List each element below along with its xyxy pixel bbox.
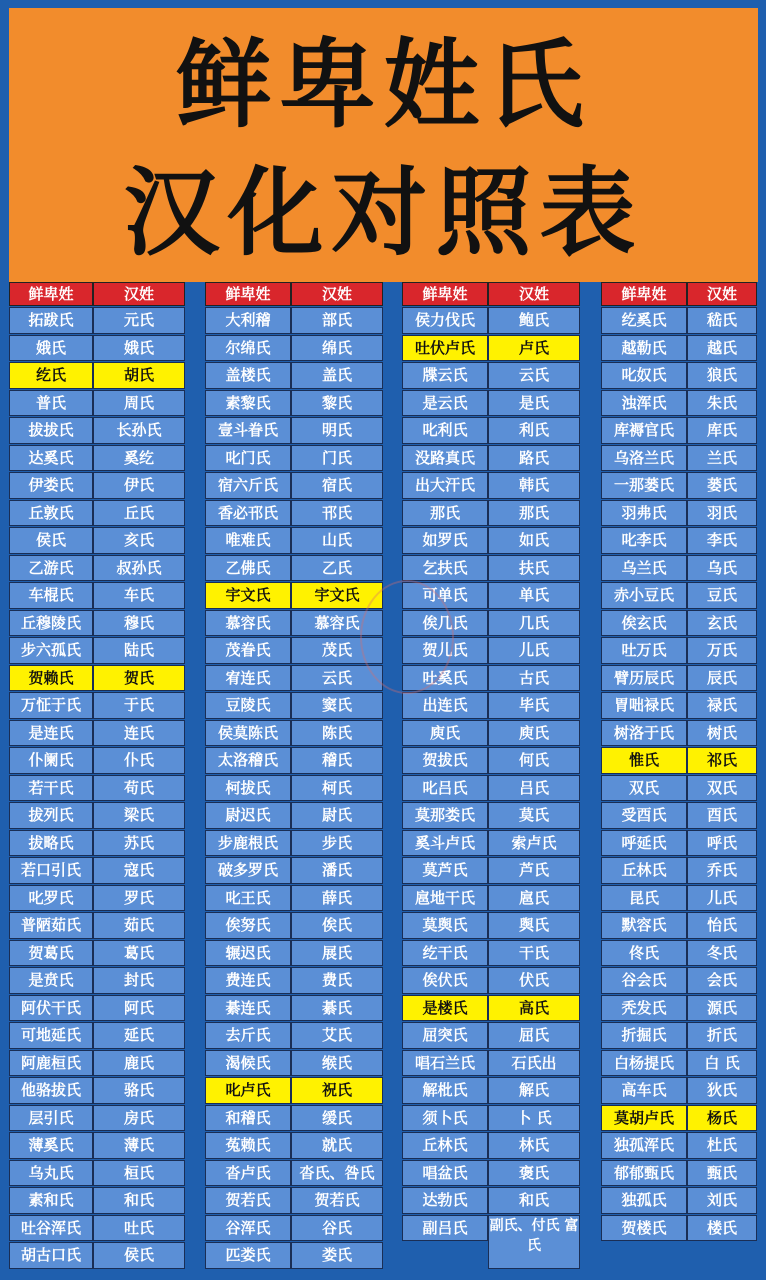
xianbei-surname-cell: 侯氏 (9, 527, 93, 554)
xianbei-surname-cell: 尔绵氏 (205, 335, 291, 362)
han-surname-cell: 杨氏 (687, 1105, 757, 1132)
xianbei-surname-cell: 叱王氏 (205, 885, 291, 912)
xianbei-surname-cell: 乙佛氏 (205, 555, 291, 582)
xianbei-surname-cell: 白杨提氏 (601, 1050, 687, 1077)
han-surname-cell: 缓氏 (291, 1105, 383, 1132)
xianbei-surname-cell: 尉迟氏 (205, 802, 291, 829)
xianbei-surname-cell: 娥氏 (9, 335, 93, 362)
xianbei-surname-cell: 牒云氏 (402, 362, 488, 389)
han-surname-cell: 卜 氏 (488, 1105, 580, 1132)
xianbei-surname-cell: 车棍氏 (9, 582, 93, 609)
han-surname-cell: 骆氏 (93, 1077, 185, 1104)
han-surname-cell: 慕容氏 (291, 610, 383, 637)
xianbei-surname-cell: 羽弗氏 (601, 500, 687, 527)
xianbei-surname-cell: 吐万氏 (601, 637, 687, 664)
xianbei-surname-cell: 万怔于氏 (9, 692, 93, 719)
han-surname-cell: 山氏 (291, 527, 383, 554)
han-surname-cell: 嵇氏 (687, 307, 757, 334)
han-surname-cell: 舆氏 (488, 912, 580, 939)
xianbei-surname-cell: 副吕氏 (402, 1215, 488, 1242)
han-surname-cell: 俟氏 (291, 912, 383, 939)
han-surname-cell: 娄氏 (291, 1242, 383, 1269)
xianbei-surname-cell: 郁郁甄氏 (601, 1160, 687, 1187)
han-surname-cell: 鲍氏 (488, 307, 580, 334)
xianbei-surname-cell: 出大汗氏 (402, 472, 488, 499)
header-han: 汉姓 (687, 282, 757, 306)
xianbei-surname-cell: 叱罗氏 (9, 885, 93, 912)
han-surname-cell: 林氏 (488, 1132, 580, 1159)
xianbei-surname-cell: 莫芦氏 (402, 857, 488, 884)
xianbei-surname-cell: 普氏 (9, 390, 93, 417)
xianbei-surname-cell: 豆陵氏 (205, 692, 291, 719)
han-surname-cell: 缑氏 (291, 1050, 383, 1077)
xianbei-surname-cell: 没路真氏 (402, 445, 488, 472)
han-surname-cell: 怡氏 (687, 912, 757, 939)
han-surname-cell: 丘氏 (93, 500, 185, 527)
xianbei-surname-cell: 辗迟氏 (205, 940, 291, 967)
han-surname-cell: 吕氏 (488, 775, 580, 802)
xianbei-surname-cell: 唱石兰氏 (402, 1050, 488, 1077)
han-surname-cell: 会氏 (687, 967, 757, 994)
xianbei-surname-cell: 叱奴氏 (601, 362, 687, 389)
han-surname-cell: 玄氏 (687, 610, 757, 637)
han-surname-cell: 乔氏 (687, 857, 757, 884)
xianbei-surname-cell: 是贲氏 (9, 967, 93, 994)
xianbei-surname-cell: 庾氏 (402, 720, 488, 747)
han-surname-cell: 窦氏 (291, 692, 383, 719)
han-surname-cell: 元氏 (93, 307, 185, 334)
xianbei-surname-cell: 双氏 (601, 775, 687, 802)
han-surname-cell: 贺氏 (93, 665, 185, 692)
xianbei-surname-cell: 贺葛氏 (9, 940, 93, 967)
han-surname-cell: 万氏 (687, 637, 757, 664)
han-surname-cell: 黎氏 (291, 390, 383, 417)
xianbei-surname-cell: 须卜氏 (402, 1105, 488, 1132)
han-surname-cell: 仆氏 (93, 747, 185, 774)
xianbei-surname-cell: 莫舆氏 (402, 912, 488, 939)
han-surname-cell: 茂氏 (291, 637, 383, 664)
xianbei-surname-cell: 俟伏氏 (402, 967, 488, 994)
header-han: 汉姓 (488, 282, 580, 306)
han-surname-cell: 绵氏 (291, 335, 383, 362)
han-surname-cell: 狼氏 (687, 362, 757, 389)
han-surname-cell: 扶氏 (488, 555, 580, 582)
han-surname-cell: 呼氏 (687, 830, 757, 857)
han-surname-cell: 乙氏 (291, 555, 383, 582)
han-surname-cell: 高氏 (488, 995, 580, 1022)
han-surname-cell: 源氏 (687, 995, 757, 1022)
han-surname-cell: 明氏 (291, 417, 383, 444)
xianbei-surname-cell: 素黎氏 (205, 390, 291, 417)
han-surname-cell: 屈氏 (488, 1022, 580, 1049)
han-surname-cell: 伏氏 (488, 967, 580, 994)
xianbei-surname-cell: 一那蒌氏 (601, 472, 687, 499)
han-surname-cell: 叔孙氏 (93, 555, 185, 582)
han-surname-cell: 胡氏 (93, 362, 185, 389)
xianbei-surname-cell: 乙游氏 (9, 555, 93, 582)
han-surname-cell: 如氏 (488, 527, 580, 554)
han-surname-cell: 薛氏 (291, 885, 383, 912)
xianbei-surname-cell: 俟几氏 (402, 610, 488, 637)
han-surname-cell: 甄氏 (687, 1160, 757, 1187)
xianbei-surname-cell: 乌丸氏 (9, 1160, 93, 1187)
han-surname-cell: 副氏、付氏 富氏 (488, 1215, 580, 1269)
han-surname-cell: 周氏 (93, 390, 185, 417)
xianbei-surname-cell: 拔拔氏 (9, 417, 93, 444)
xianbei-surname-cell: 乌洛兰氏 (601, 445, 687, 472)
xianbei-surname-cell: 扈地干氏 (402, 885, 488, 912)
han-surname-cell: 潘氏 (291, 857, 383, 884)
han-surname-cell: 延氏 (93, 1022, 185, 1049)
han-surname-cell: 宿氏 (291, 472, 383, 499)
han-surname-cell: 解氏 (488, 1077, 580, 1104)
xianbei-surname-cell: 贺楼氏 (601, 1215, 687, 1242)
header-han: 汉姓 (93, 282, 185, 306)
han-surname-cell: 沓氏、咎氏 (291, 1160, 383, 1187)
xianbei-surname-cell: 叱李氏 (601, 527, 687, 554)
xianbei-surname-cell: 独孤氏 (601, 1187, 687, 1214)
page-title-line-1: 鲜卑姓氏 (175, 29, 592, 141)
xianbei-surname-cell: 宿六斤氏 (205, 472, 291, 499)
han-surname-cell: 是氏 (488, 390, 580, 417)
xianbei-surname-cell: 壹斗眷氏 (205, 417, 291, 444)
xianbei-surname-cell: 仆阑氏 (9, 747, 93, 774)
xianbei-surname-cell: 盖楼氏 (205, 362, 291, 389)
han-surname-cell: 吐氏 (93, 1215, 185, 1242)
han-surname-cell: 和氏 (93, 1187, 185, 1214)
surname-table (0, 282, 766, 1280)
han-surname-cell: 穆氏 (93, 610, 185, 637)
xianbei-surname-cell: 出连氏 (402, 692, 488, 719)
han-surname-cell: 陈氏 (291, 720, 383, 747)
xianbei-surname-cell: 可单氏 (402, 582, 488, 609)
han-surname-cell: 祁氏 (687, 747, 757, 774)
xianbei-surname-cell: 是云氏 (402, 390, 488, 417)
header-xianbei: 鲜卑姓 (601, 282, 687, 306)
xianbei-surname-cell: 呼延氏 (601, 830, 687, 857)
han-surname-cell: 门氏 (291, 445, 383, 472)
xianbei-surname-cell: 俟努氏 (205, 912, 291, 939)
han-surname-cell: 寇氏 (93, 857, 185, 884)
xianbei-surname-cell: 莫胡卢氏 (601, 1105, 687, 1132)
xianbei-surname-cell: 太洛稽氏 (205, 747, 291, 774)
han-surname-cell: 柯氏 (291, 775, 383, 802)
xianbei-surname-cell: 树洛于氏 (601, 720, 687, 747)
han-surname-cell: 越氏 (687, 335, 757, 362)
han-surname-cell: 利氏 (488, 417, 580, 444)
xianbei-surname-cell: 拓跋氏 (9, 307, 93, 334)
xianbei-surname-cell: 屈突氏 (402, 1022, 488, 1049)
han-surname-cell: 白 氏 (687, 1050, 757, 1077)
xianbei-surname-cell: 香必邗氏 (205, 500, 291, 527)
xianbei-surname-cell: 吐奚氏 (402, 665, 488, 692)
han-surname-cell: 卢氏 (488, 335, 580, 362)
xianbei-surname-cell: 步鹿根氏 (205, 830, 291, 857)
xianbei-surname-cell: 胃咄禄氏 (601, 692, 687, 719)
xianbei-surname-cell: 费连氏 (205, 967, 291, 994)
han-surname-cell: 步氏 (291, 830, 383, 857)
header-xianbei: 鲜卑姓 (9, 282, 93, 306)
han-surname-cell: 古氏 (488, 665, 580, 692)
xianbei-surname-cell: 丘敦氏 (9, 500, 93, 527)
han-surname-cell: 索卢氏 (488, 830, 580, 857)
xianbei-surname-cell: 折掘氏 (601, 1022, 687, 1049)
han-surname-cell: 车氏 (93, 582, 185, 609)
han-surname-cell: 苟氏 (93, 775, 185, 802)
han-surname-cell: 毕氏 (488, 692, 580, 719)
han-surname-cell: 梁氏 (93, 802, 185, 829)
xianbei-surname-cell: 丘林氏 (402, 1132, 488, 1159)
xianbei-surname-cell: 达奚氏 (9, 445, 93, 472)
xianbei-surname-cell: 贺儿氏 (402, 637, 488, 664)
xianbei-surname-cell: 达勃氏 (402, 1187, 488, 1214)
xianbei-surname-cell: 层引氏 (9, 1105, 93, 1132)
han-surname-cell: 伊氏 (93, 472, 185, 499)
han-surname-cell: 豆氏 (687, 582, 757, 609)
xianbei-surname-cell: 菟赖氏 (205, 1132, 291, 1159)
xianbei-surname-cell: 纥奚氏 (601, 307, 687, 334)
xianbei-surname-cell: 宥连氏 (205, 665, 291, 692)
xianbei-surname-cell: 拔略氏 (9, 830, 93, 857)
han-surname-cell: 奚纥 (93, 445, 185, 472)
han-surname-cell: 杜氏 (687, 1132, 757, 1159)
xianbei-surname-cell: 惟氏 (601, 747, 687, 774)
han-surname-cell: 乌氏 (687, 555, 757, 582)
xianbei-surname-cell: 叱吕氏 (402, 775, 488, 802)
xianbei-surname-cell: 步六孤氏 (9, 637, 93, 664)
han-surname-cell: 茹氏 (93, 912, 185, 939)
han-surname-cell: 费氏 (291, 967, 383, 994)
han-surname-cell: 冬氏 (687, 940, 757, 967)
han-surname-cell: 邗氏 (291, 500, 383, 527)
xianbei-surname-cell: 俟玄氏 (601, 610, 687, 637)
xianbei-surname-cell: 宇文氏 (205, 582, 291, 609)
xianbei-surname-cell: 伊娄氏 (9, 472, 93, 499)
xianbei-surname-cell: 茂眷氏 (205, 637, 291, 664)
xianbei-surname-cell: 他骆拔氏 (9, 1077, 93, 1104)
xianbei-surname-cell: 浊浑氏 (601, 390, 687, 417)
han-surname-cell: 兰氏 (687, 445, 757, 472)
han-surname-cell: 蒌氏 (687, 472, 757, 499)
xianbei-surname-cell: 解枇氏 (402, 1077, 488, 1104)
xianbei-surname-cell: 赤小豆氏 (601, 582, 687, 609)
xianbei-surname-cell: 叱门氏 (205, 445, 291, 472)
xianbei-surname-cell: 可地延氏 (9, 1022, 93, 1049)
han-surname-cell: 儿氏 (488, 637, 580, 664)
han-surname-cell: 陆氏 (93, 637, 185, 664)
han-surname-cell: 干氏 (488, 940, 580, 967)
xianbei-surname-cell: 薄奚氏 (9, 1132, 93, 1159)
han-surname-cell: 褒氏 (488, 1160, 580, 1187)
xianbei-surname-cell: 慕容氏 (205, 610, 291, 637)
xianbei-surname-cell: 丘穆陵氏 (9, 610, 93, 637)
han-surname-cell: 狄氏 (687, 1077, 757, 1104)
xianbei-surname-cell: 吐谷浑氏 (9, 1215, 93, 1242)
xianbei-surname-cell: 胡古口氏 (9, 1242, 93, 1269)
xianbei-surname-cell: 莫那娄氏 (402, 802, 488, 829)
han-surname-cell: 贺若氏 (291, 1187, 383, 1214)
han-surname-cell: 房氏 (93, 1105, 185, 1132)
han-surname-cell: 那氏 (488, 500, 580, 527)
xianbei-surname-cell: 秃发氏 (601, 995, 687, 1022)
han-surname-cell: 于氏 (93, 692, 185, 719)
han-surname-cell: 朱氏 (687, 390, 757, 417)
xianbei-surname-cell: 纥氏 (9, 362, 93, 389)
xianbei-surname-cell: 高车氏 (601, 1077, 687, 1104)
xianbei-surname-cell: 素和氏 (9, 1187, 93, 1214)
xianbei-surname-cell: 默容氏 (601, 912, 687, 939)
han-surname-cell: 庾氏 (488, 720, 580, 747)
han-surname-cell: 桓氏 (93, 1160, 185, 1187)
xianbei-surname-cell: 沓卢氏 (205, 1160, 291, 1187)
xianbei-surname-cell: 阿伏干氏 (9, 995, 93, 1022)
xianbei-surname-cell: 如罗氏 (402, 527, 488, 554)
xianbei-surname-cell: 是连氏 (9, 720, 93, 747)
xianbei-surname-cell: 若干氏 (9, 775, 93, 802)
xianbei-surname-cell: 柯拔氏 (205, 775, 291, 802)
han-surname-cell: 连氏 (93, 720, 185, 747)
xianbei-surname-cell: 叱利氏 (402, 417, 488, 444)
han-surname-cell: 路氏 (488, 445, 580, 472)
xianbei-surname-cell: 侯力伐氏 (402, 307, 488, 334)
han-surname-cell: 和氏 (488, 1187, 580, 1214)
header-xianbei: 鲜卑姓 (205, 282, 291, 306)
han-surname-cell: 部氏 (291, 307, 383, 334)
header-xianbei: 鲜卑姓 (402, 282, 488, 306)
title-banner (9, 8, 758, 282)
han-surname-cell: 儿氏 (687, 885, 757, 912)
xianbei-surname-cell: 唯难氏 (205, 527, 291, 554)
xianbei-surname-cell: 吐伏卢氏 (402, 335, 488, 362)
han-surname-cell: 何氏 (488, 747, 580, 774)
xianbei-surname-cell: 匹娄氏 (205, 1242, 291, 1269)
xianbei-surname-cell: 那氏 (402, 500, 488, 527)
han-surname-cell: 綦氏 (291, 995, 383, 1022)
han-surname-cell: 娥氏 (93, 335, 185, 362)
xianbei-surname-cell: 贺若氏 (205, 1187, 291, 1214)
han-surname-cell: 刘氏 (687, 1187, 757, 1214)
han-surname-cell: 禄氏 (687, 692, 757, 719)
han-surname-cell: 双氏 (687, 775, 757, 802)
han-surname-cell: 芦氏 (488, 857, 580, 884)
han-surname-cell: 鹿氏 (93, 1050, 185, 1077)
xianbei-surname-cell: 拔列氏 (9, 802, 93, 829)
header-han: 汉姓 (291, 282, 383, 306)
xianbei-surname-cell: 乞扶氏 (402, 555, 488, 582)
han-surname-cell: 稽氏 (291, 747, 383, 774)
xianbei-surname-cell: 阿鹿桓氏 (9, 1050, 93, 1077)
han-surname-cell: 葛氏 (93, 940, 185, 967)
watermark-stamp (360, 580, 454, 694)
han-surname-cell: 辰氏 (687, 665, 757, 692)
han-surname-cell: 就氏 (291, 1132, 383, 1159)
xianbei-surname-cell: 纥干氏 (402, 940, 488, 967)
han-surname-cell: 阿氏 (93, 995, 185, 1022)
xianbei-surname-cell: 佟氏 (601, 940, 687, 967)
xianbei-surname-cell: 奚斗卢氏 (402, 830, 488, 857)
xianbei-surname-cell: 库褥官氏 (601, 417, 687, 444)
xianbei-surname-cell: 越勒氏 (601, 335, 687, 362)
xianbei-surname-cell: 若口引氏 (9, 857, 93, 884)
xianbei-surname-cell: 贺拔氏 (402, 747, 488, 774)
han-surname-cell: 薄氏 (93, 1132, 185, 1159)
xianbei-surname-cell: 普陋茹氏 (9, 912, 93, 939)
xianbei-surname-cell: 破多罗氏 (205, 857, 291, 884)
xianbei-surname-cell: 侯莫陈氏 (205, 720, 291, 747)
han-surname-cell: 苏氏 (93, 830, 185, 857)
xianbei-surname-cell: 昆氏 (601, 885, 687, 912)
xianbei-surname-cell: 谷浑氏 (205, 1215, 291, 1242)
han-surname-cell: 莫氏 (488, 802, 580, 829)
xianbei-surname-cell: 和稽氏 (205, 1105, 291, 1132)
han-surname-cell: 羽氏 (687, 500, 757, 527)
han-surname-cell: 长孙氏 (93, 417, 185, 444)
han-surname-cell: 侯氏 (93, 1242, 185, 1269)
han-surname-cell: 库氏 (687, 417, 757, 444)
han-surname-cell: 折氏 (687, 1022, 757, 1049)
han-surname-cell: 艾氏 (291, 1022, 383, 1049)
han-surname-cell: 韩氏 (488, 472, 580, 499)
xianbei-surname-cell: 臂历辰氏 (601, 665, 687, 692)
xianbei-surname-cell: 是楼氏 (402, 995, 488, 1022)
han-surname-cell: 盖氏 (291, 362, 383, 389)
han-surname-cell: 展氏 (291, 940, 383, 967)
han-surname-cell: 几氏 (488, 610, 580, 637)
xianbei-surname-cell: 大利稽 (205, 307, 291, 334)
han-surname-cell: 尉氏 (291, 802, 383, 829)
han-surname-cell: 亥氏 (93, 527, 185, 554)
xianbei-surname-cell: 贺赖氏 (9, 665, 93, 692)
han-surname-cell: 云氏 (291, 665, 383, 692)
xianbei-surname-cell: 独孤浑氏 (601, 1132, 687, 1159)
han-surname-cell: 云氏 (488, 362, 580, 389)
xianbei-surname-cell: 谷会氏 (601, 967, 687, 994)
page-title-line-2: 汉化对照表 (123, 157, 644, 269)
han-surname-cell: 树氏 (687, 720, 757, 747)
xianbei-surname-cell: 唱盆氏 (402, 1160, 488, 1187)
han-surname-cell: 罗氏 (93, 885, 185, 912)
xianbei-surname-cell: 綦连氏 (205, 995, 291, 1022)
han-surname-cell: 石氏出 (488, 1050, 580, 1077)
xianbei-surname-cell: 叱卢氏 (205, 1077, 291, 1104)
han-surname-cell: 宇文氏 (291, 582, 383, 609)
han-surname-cell: 封氏 (93, 967, 185, 994)
han-surname-cell: 扈氏 (488, 885, 580, 912)
han-surname-cell: 酉氏 (687, 802, 757, 829)
han-surname-cell: 楼氏 (687, 1215, 757, 1242)
han-surname-cell: 祝氏 (291, 1077, 383, 1104)
xianbei-surname-cell: 乌兰氏 (601, 555, 687, 582)
han-surname-cell: 单氏 (488, 582, 580, 609)
xianbei-surname-cell: 丘林氏 (601, 857, 687, 884)
xianbei-surname-cell: 受酉氏 (601, 802, 687, 829)
xianbei-surname-cell: 渴候氏 (205, 1050, 291, 1077)
han-surname-cell: 谷氏 (291, 1215, 383, 1242)
xianbei-surname-cell: 去斤氏 (205, 1022, 291, 1049)
han-surname-cell: 李氏 (687, 527, 757, 554)
